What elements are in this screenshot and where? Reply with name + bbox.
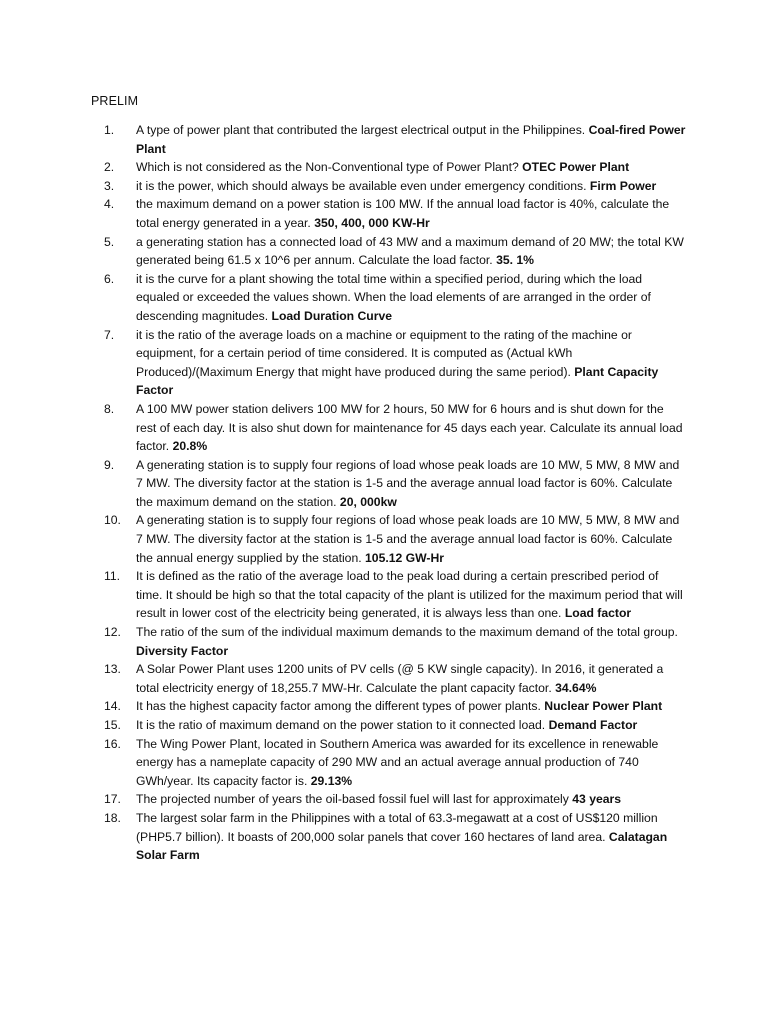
- question-body: [136, 716, 686, 735]
- question-body: [136, 326, 686, 400]
- question-answer: Plant Capacity Factor: [136, 364, 659, 398]
- question-answer: 29.13%: [310, 773, 353, 788]
- question-body: [136, 623, 686, 660]
- question-body: [136, 177, 686, 196]
- question-text: A generating station is to supply four regions of load whose peak loads are 10 MW, 5 MW, 8 MW and 7 MW. The diversity factor at the station is 1-5 and the average annual load factor is 60%. Calculate the annual energy supplied by the station.: [136, 513, 680, 565]
- question-text: The projected number of years the oil-based fossil fuel will last for approximately: [136, 792, 573, 807]
- question-text: The Wing Power Plant, located in Southern America was awarded for its excellence in renewable energy has a nameplate capacity of 290 MW and an actual average annual production of 740 GWh/year. Its capacity factor is.: [136, 736, 659, 788]
- question-item: [104, 195, 686, 232]
- question-number: 17.: [104, 792, 121, 807]
- question-number: 6.: [104, 271, 115, 286]
- question-answer: 105.12 GW-Hr: [365, 550, 445, 565]
- question-number: 1.: [104, 123, 115, 137]
- question-item: [104, 511, 686, 567]
- question-number: 8.: [104, 401, 115, 416]
- question-answer: Firm Power: [589, 178, 657, 193]
- question-text: The largest solar farm in the Philippines with a total of 63.3-megawatt at a cost of US$120 million (PHP5.7 billion). It boasts of 200,000 solar panels that cover 160 hectares of land area.: [136, 810, 658, 844]
- question-text: The ratio of the sum of the individual maximum demands to the maximum demand of the total group.: [136, 625, 678, 640]
- question-answer: 20.8%: [172, 439, 208, 454]
- question-number: 3.: [104, 178, 115, 193]
- question-number: 12.: [104, 625, 121, 640]
- question-body: [136, 735, 686, 791]
- question-body: [136, 270, 686, 326]
- question-item: [104, 790, 686, 809]
- question-body: [136, 567, 686, 623]
- question-item: [104, 660, 686, 697]
- question-answer: Load Duration Curve: [271, 308, 393, 323]
- question-answer: OTEC Power Plant: [522, 160, 630, 175]
- question-answer: 20, 000kw: [339, 494, 397, 509]
- question-text: It has the highest capacity factor among the different types of power plants.: [136, 699, 545, 714]
- question-text: the maximum demand on a power station is 100 MW. If the annual load factor is 40%, calculate the total energy generated in a year.: [136, 197, 670, 230]
- question-body: [136, 790, 686, 809]
- question-text: it is the curve for a plant showing the total time within a specified period, during which the load equaled or exceeded the values shown. When the load elements of are arranged in the order of descending magnitudes.: [136, 271, 651, 323]
- question-body: [136, 660, 686, 697]
- question-item: [104, 121, 686, 158]
- question-body: [136, 456, 686, 512]
- question-number: 11.: [104, 569, 121, 584]
- question-answer: Nuclear Power Plant: [544, 699, 663, 714]
- question-body: [136, 809, 686, 865]
- document-heading: PRELIM: [91, 94, 139, 108]
- question-item: [104, 158, 686, 177]
- question-answer: Coal-fired Power Plant: [136, 123, 686, 156]
- question-text: A type of power plant that contributed the largest electrical output in the Philippines.: [136, 123, 589, 137]
- question-item: [104, 567, 686, 623]
- question-number: 14.: [104, 699, 121, 714]
- question-body: [136, 697, 686, 716]
- question-item: [104, 177, 686, 196]
- question-text: a generating station has a connected load of 43 MW and a maximum demand of 20 MW; the total KW generated being 61.5 x 10^6 per annum. Calculate the load factor.: [136, 234, 684, 268]
- question-item: [104, 326, 686, 400]
- question-list: [104, 121, 686, 865]
- question-number: 10.: [104, 513, 121, 528]
- question-answer: Calatagan Solar Farm: [136, 829, 668, 863]
- question-item: [104, 623, 686, 660]
- question-body: [136, 121, 686, 158]
- question-item: [104, 697, 686, 716]
- question-answer: 35. 1%: [496, 253, 535, 268]
- question-text: it is the ratio of the average loads on a machine or equipment to the rating of the machine or equipment, for a certain period of time considered. It is computed as (Actual kWh Produced)/(Maximum Energy that might have produced during the same period).: [136, 327, 632, 379]
- question-item: [104, 270, 686, 326]
- question-answer: Demand Factor: [548, 718, 638, 732]
- question-text: Which is not considered as the Non-Conventional type of Power Plant?: [136, 160, 523, 175]
- question-item: [104, 716, 686, 735]
- question-number: 15.: [104, 718, 121, 732]
- question-number: 7.: [104, 327, 115, 342]
- question-text: A 100 MW power station delivers 100 MW for 2 hours, 50 MW for 6 hours and is shut down for the rest of each day. It is also shut down for maintenance for 45 days each year. Calculate its annual load factor.: [136, 401, 683, 454]
- question-text: A Solar Power Plant uses 1200 units of PV cells (@ 5 KW single capacity). In 2016, it generated a total electricity energy of 18,255.7 MW-Hr. Calculate the plant capacity factor.: [136, 662, 664, 695]
- question-answer: 350, 400, 000 KW-Hr: [314, 215, 430, 230]
- question-number: 5.: [104, 234, 115, 249]
- question-number: 18.: [104, 810, 121, 825]
- question-body: [136, 158, 686, 177]
- question-item: [104, 735, 686, 791]
- question-body: [136, 233, 686, 270]
- question-body: [136, 400, 686, 456]
- question-item: [104, 400, 686, 456]
- question-answer: 34.64%: [555, 680, 597, 695]
- question-text: It is the ratio of maximum demand on the power station to it connected load.: [136, 718, 549, 732]
- question-text: A generating station is to supply four regions of load whose peak loads are 10 MW, 5 MW, 8 MW and 7 MW. The diversity factor at the station is 1-5 and the average annual load factor is 60%. Calculate the maximum demand on the station.: [136, 457, 680, 509]
- question-text: It is defined as the ratio of the average load to the peak load during a certain prescribed period of time. It should be high so that the total capacity of the plant is utilized for the maximum period that will result in lower cost of the electricity being generated, it is always less than one.: [136, 569, 683, 621]
- question-item: [104, 233, 686, 270]
- question-item: [104, 456, 686, 512]
- question-number: 2.: [104, 160, 115, 175]
- question-number: 9.: [104, 457, 115, 472]
- question-body: [136, 195, 686, 232]
- question-number: 4.: [104, 197, 115, 212]
- question-number: 16.: [104, 736, 121, 751]
- question-answer: Load factor: [564, 606, 632, 621]
- question-text: it is the power, which should always be available even under emergency conditions.: [136, 178, 590, 193]
- question-answer: 43 years: [572, 792, 622, 807]
- question-body: [136, 511, 686, 567]
- question-number: 13.: [104, 662, 121, 677]
- question-item: [104, 809, 686, 865]
- question-answer: Diversity Factor: [136, 643, 229, 658]
